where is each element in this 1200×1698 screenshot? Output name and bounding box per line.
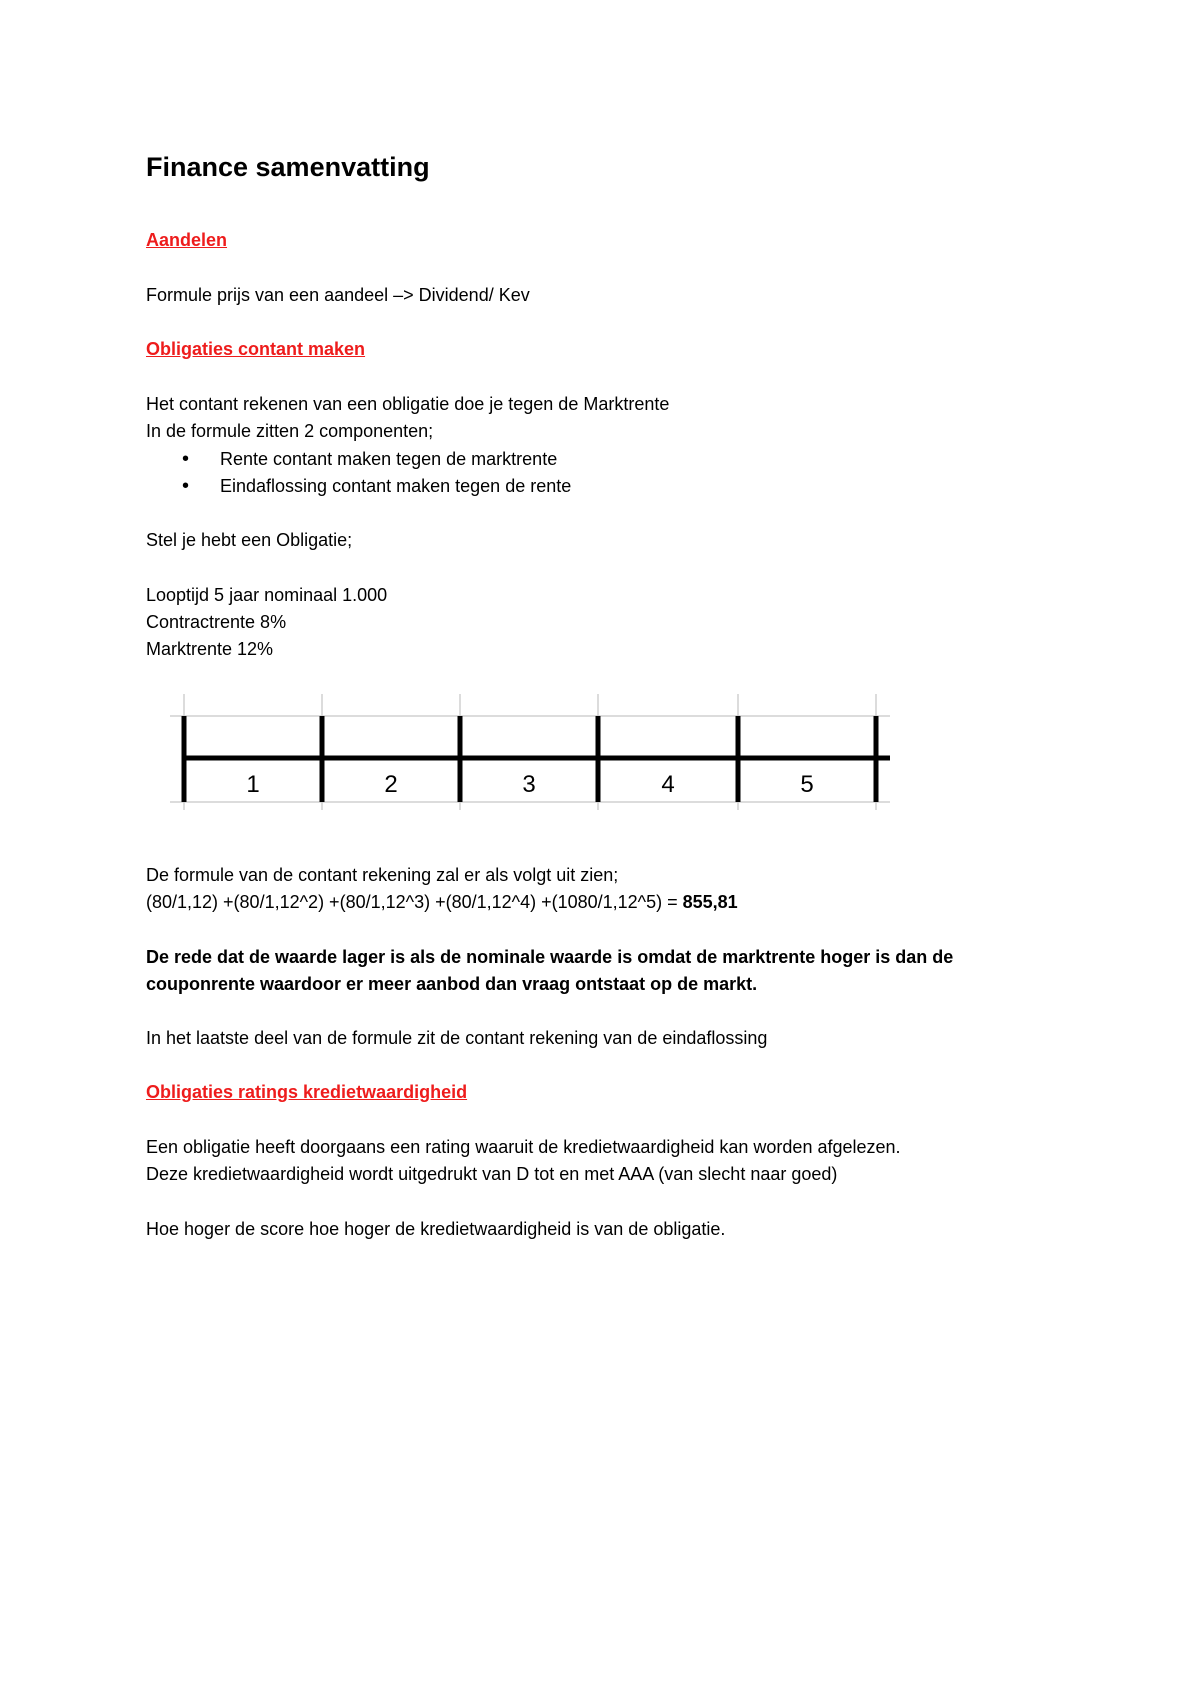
bullet-text: Rente contant maken tegen de marktrente [220,449,558,469]
timeline-label-4: 4 [661,771,675,798]
heading-aandelen: Aandelen [146,230,228,250]
timeline-label-2: 2 [384,771,398,798]
example-intro: Stel je hebt een Obligatie; [146,530,353,550]
timeline-label-3: 3 [522,771,536,798]
formula-result: 855,81 [682,892,738,912]
timeline-label-1: 1 [246,771,260,798]
heading-obligaties-contant: Obligaties contant maken [146,339,366,359]
aandeel-formula-line: Formule prijs van een aandeel –> Dividend/ Kev [146,285,530,305]
contant-intro-2: In de formule zitten 2 componenten; [146,421,434,441]
bullet-dot-icon: • [182,475,190,497]
bullet-item [182,446,557,473]
explanation-line-2: couponrente waardoor er meer aanbod dan vraag ontstaat op de markt. [146,974,758,994]
formula-expression: (80/1,12) +(80/1,12^2) +(80/1,12^3) +(80/1,12^4) +(1080/1,12^5) = [146,892,683,912]
bullet-item [182,473,571,500]
ratings-line-1: Een obligatie heeft doorgaans een rating waaruit de kredietwaardigheid kan worden afgelezen. [146,1137,901,1157]
contant-intro-1: Het contant rekenen van een obligatie doe je tegen de Marktrente [146,394,670,414]
last-part-line: In het laatste deel van de formule zit de contant rekening van de eindaflossing [146,1028,768,1048]
heading-obligaties-ratings: Obligaties ratings kredietwaardigheid [146,1082,468,1102]
example-line-contractrente: Contractrente 8% [146,612,287,632]
timeline-labels [246,771,813,798]
timeline-label-5: 5 [800,771,814,798]
formula-line [146,889,738,916]
timeline-figure [170,692,890,810]
ratings-line-2: Deze kredietwaardigheid wordt uitgedrukt van D tot en met AAA (van slecht naar goed) [146,1164,838,1184]
ratings-line-3: Hoe hoger de score hoe hoger de kredietwaardigheid is van de obligatie. [146,1219,726,1239]
example-line-looptijd: Looptijd 5 jaar nominaal 1.000 [146,585,388,605]
formula-intro: De formule van de contant rekening zal er als volgt uit zien; [146,865,619,885]
bullet-text: Eindaflossing contant maken tegen de rente [220,476,572,496]
example-line-marktrente: Marktrente 12% [146,639,274,659]
page-title: Finance samenvatting [146,152,430,182]
bullet-dot-icon: • [182,448,190,470]
explanation-line-1: De rede dat de waarde lager is als de nominale waarde is omdat de marktrente hoger is dan de [146,947,954,967]
